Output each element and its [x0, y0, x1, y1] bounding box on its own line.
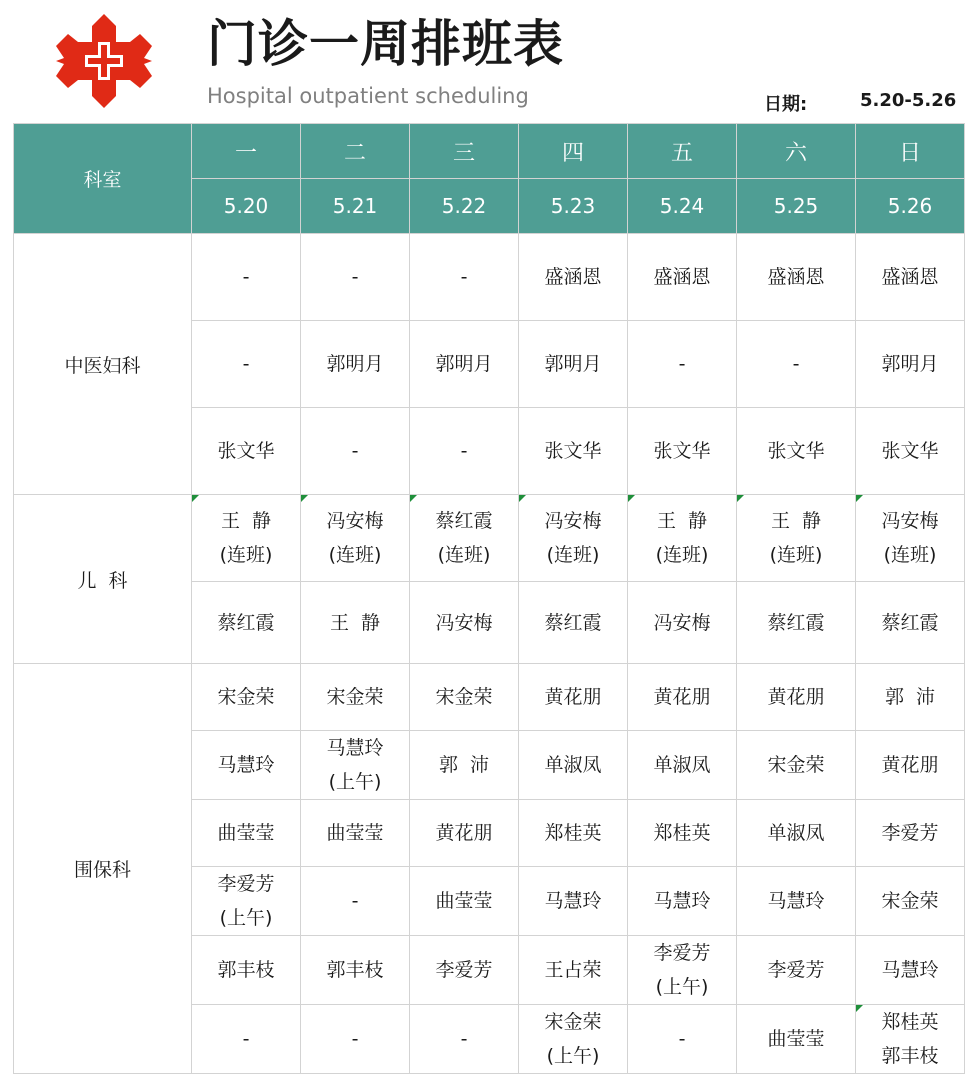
- staff-name: 单淑凤: [767, 822, 825, 844]
- staff-name: 宋金荣: [544, 1011, 602, 1033]
- staff-name: 张文华: [217, 440, 275, 462]
- schedule-cell: [737, 731, 856, 800]
- staff-name: 蔡红霞: [881, 611, 939, 634]
- staff-name: 黄花朋: [544, 686, 602, 708]
- staff-name: 马慧玲: [217, 754, 275, 776]
- red-cross-hospital-logo-icon: [54, 12, 154, 110]
- staff-name: -: [678, 353, 686, 375]
- staff-name: 蔡红霞: [544, 611, 602, 634]
- staff-name: (上午): [546, 1045, 600, 1067]
- schedule-cell: [192, 800, 301, 867]
- staff-name: 张文华: [767, 440, 825, 462]
- schedule-cell: [856, 1005, 965, 1074]
- schedule-cell: [737, 664, 856, 731]
- schedule-cell: [410, 234, 519, 321]
- day-header: 日: [856, 124, 965, 179]
- schedule-cell: [519, 867, 628, 936]
- staff-name: 郭明月: [544, 353, 602, 375]
- staff-name: (连班): [655, 544, 709, 566]
- staff-name: 马慧玲: [881, 959, 939, 981]
- schedule-cell: [519, 495, 628, 582]
- staff-name: 宋金荣: [881, 890, 939, 912]
- schedule-cell: [628, 1005, 737, 1074]
- staff-name: 马慧玲: [326, 737, 384, 759]
- staff-name: 郭丰枝: [881, 1045, 939, 1067]
- comment-flag-icon: [737, 495, 744, 502]
- staff-name: 宋金荣: [767, 754, 825, 776]
- schedule-cell: [628, 495, 737, 582]
- staff-name: 蔡红霞: [767, 611, 825, 634]
- staff-name: 李爱芳: [435, 959, 493, 981]
- schedule-row: [14, 495, 965, 582]
- staff-name: (连班): [546, 544, 600, 566]
- date-header: 5.21: [301, 179, 410, 234]
- schedule-cell: [856, 936, 965, 1005]
- schedule-cell: [856, 800, 965, 867]
- day-header: 四: [519, 124, 628, 179]
- staff-name: 盛涵恩: [881, 266, 939, 288]
- staff-name: -: [351, 890, 359, 912]
- date-header: 5.24: [628, 179, 737, 234]
- schedule-cell: [192, 582, 301, 664]
- staff-name: 郭明月: [326, 353, 384, 375]
- staff-name: -: [678, 1028, 686, 1050]
- page-header: [0, 0, 977, 122]
- schedule-cell: [192, 495, 301, 582]
- schedule-cell: [410, 800, 519, 867]
- staff-name: 李爱芳: [217, 873, 275, 895]
- staff-name: 冯安梅: [653, 611, 711, 634]
- staff-name: -: [351, 1028, 359, 1050]
- schedule-cell: [301, 495, 410, 582]
- schedule-cell: [301, 408, 410, 495]
- staff-name: -: [351, 266, 359, 288]
- schedule-cell: [856, 582, 965, 664]
- staff-name: (上午): [655, 976, 709, 998]
- staff-name: 郭明月: [881, 353, 939, 375]
- schedule-cell: [301, 867, 410, 936]
- staff-name: 宋金荣: [326, 686, 384, 708]
- staff-name: 马慧玲: [653, 890, 711, 912]
- staff-name: 盛涵恩: [544, 266, 602, 288]
- staff-name: 王 静: [770, 510, 822, 532]
- schedule-cell: [628, 936, 737, 1005]
- staff-name: (上午): [219, 907, 273, 929]
- page-title: 门诊一周排班表: [207, 15, 564, 73]
- schedule-cell: [737, 936, 856, 1005]
- staff-name: 郭 沛: [884, 686, 936, 708]
- staff-name: -: [351, 440, 359, 462]
- staff-name: (连班): [219, 544, 273, 566]
- schedule-body: [14, 234, 965, 1074]
- staff-name: 李爱芳: [653, 942, 711, 964]
- schedule-cell: [519, 582, 628, 664]
- schedule-cell: [737, 867, 856, 936]
- staff-name: 郑桂英: [653, 822, 711, 844]
- day-header: 三: [410, 124, 519, 179]
- schedule-cell: [192, 664, 301, 731]
- date-value: 5.20-5.26: [860, 90, 957, 111]
- comment-flag-icon: [301, 495, 308, 502]
- schedule-cell: [410, 731, 519, 800]
- staff-name: 郭丰枝: [217, 959, 275, 981]
- schedule-cell: [519, 234, 628, 321]
- staff-name: -: [460, 440, 468, 462]
- staff-name: (连班): [883, 544, 937, 566]
- staff-name: 张文华: [881, 440, 939, 462]
- staff-name: 冯安梅: [326, 510, 384, 532]
- comment-flag-icon: [192, 495, 199, 502]
- schedule-cell: [410, 495, 519, 582]
- schedule-cell: [628, 408, 737, 495]
- staff-name: 郑桂英: [881, 1011, 939, 1033]
- schedule-cell: [192, 408, 301, 495]
- staff-name: 冯安梅: [881, 510, 939, 532]
- staff-name: 单淑凤: [653, 754, 711, 776]
- day-header: 一: [192, 124, 301, 179]
- staff-name: 曲莹莹: [435, 890, 493, 912]
- staff-name: 曲莹莹: [767, 1028, 825, 1050]
- comment-flag-icon: [856, 1005, 863, 1012]
- schedule-cell: [856, 731, 965, 800]
- staff-name: (连班): [437, 544, 491, 566]
- staff-name: 张文华: [653, 440, 711, 462]
- date-header: 5.20: [192, 179, 301, 234]
- schedule-cell: [192, 1005, 301, 1074]
- dept-column-header: 科室: [14, 124, 192, 234]
- staff-name: (上午): [328, 771, 382, 793]
- schedule-cell: [192, 731, 301, 800]
- schedule-cell: [856, 321, 965, 408]
- department-name: 儿 科: [14, 495, 192, 664]
- schedule-cell: [192, 234, 301, 321]
- staff-name: 黄花朋: [767, 686, 825, 708]
- schedule-cell: [737, 495, 856, 582]
- day-header: 二: [301, 124, 410, 179]
- schedule-cell: [410, 321, 519, 408]
- schedule-cell: [301, 1005, 410, 1074]
- schedule-cell: [410, 1005, 519, 1074]
- schedule-cell: [301, 936, 410, 1005]
- department-name: 围保科: [14, 664, 192, 1074]
- staff-name: 蔡红霞: [435, 510, 493, 532]
- staff-name: 黄花朋: [653, 686, 711, 708]
- schedule-row: [14, 234, 965, 321]
- schedule-cell: [519, 731, 628, 800]
- schedule-cell: [410, 408, 519, 495]
- comment-flag-icon: [410, 495, 417, 502]
- schedule-cell: [856, 664, 965, 731]
- staff-name: -: [242, 353, 250, 375]
- staff-name: 王 静: [656, 510, 708, 532]
- staff-name: 冯安梅: [544, 510, 602, 532]
- staff-name: 曲莹莹: [217, 822, 275, 844]
- staff-name: 郭丰枝: [326, 959, 384, 981]
- staff-name: 盛涵恩: [767, 266, 825, 288]
- schedule-cell: [856, 867, 965, 936]
- schedule-cell: [628, 234, 737, 321]
- date-header: 5.25: [737, 179, 856, 234]
- schedule-cell: [628, 731, 737, 800]
- date-label: 日期:: [764, 94, 808, 115]
- comment-flag-icon: [628, 495, 635, 502]
- comment-flag-icon: [519, 495, 526, 502]
- schedule-table: [13, 123, 965, 1074]
- staff-name: 李爱芳: [881, 822, 939, 844]
- staff-name: 黄花朋: [435, 822, 493, 844]
- staff-name: -: [792, 353, 800, 375]
- staff-name: -: [242, 266, 250, 288]
- schedule-cell: [192, 867, 301, 936]
- staff-name: 张文华: [544, 440, 602, 462]
- schedule-cell: [192, 321, 301, 408]
- schedule-cell: [519, 408, 628, 495]
- department-name: 中医妇科: [14, 234, 192, 495]
- schedule-cell: [519, 1005, 628, 1074]
- schedule-cell: [737, 408, 856, 495]
- staff-name: 王占荣: [544, 959, 602, 981]
- staff-name: 郭明月: [435, 353, 493, 375]
- schedule-cell: [301, 582, 410, 664]
- staff-name: (连班): [769, 544, 823, 566]
- schedule-cell: [519, 321, 628, 408]
- schedule-cell: [301, 321, 410, 408]
- schedule-cell: [856, 495, 965, 582]
- staff-name: 郭 沛: [438, 754, 490, 776]
- date-header: 5.26: [856, 179, 965, 234]
- schedule-cell: [410, 867, 519, 936]
- schedule-cell: [519, 936, 628, 1005]
- comment-flag-icon: [856, 495, 863, 502]
- day-header: 六: [737, 124, 856, 179]
- schedule-cell: [628, 664, 737, 731]
- header-row-days: [14, 124, 965, 179]
- page-subtitle: Hospital outpatient scheduling: [207, 84, 529, 108]
- schedule-row: [14, 664, 965, 731]
- staff-name: 宋金荣: [217, 686, 275, 708]
- staff-name: 王 静: [329, 611, 381, 634]
- schedule-cell: [737, 582, 856, 664]
- schedule-cell: [410, 664, 519, 731]
- schedule-cell: [410, 936, 519, 1005]
- schedule-cell: [628, 800, 737, 867]
- day-header: 五: [628, 124, 737, 179]
- staff-name: -: [242, 1028, 250, 1050]
- staff-name: 王 静: [220, 510, 272, 532]
- staff-name: -: [460, 1028, 468, 1050]
- staff-name: 马慧玲: [767, 890, 825, 912]
- staff-name: 宋金荣: [435, 686, 493, 708]
- staff-name: 单淑凤: [544, 754, 602, 776]
- staff-name: 冯安梅: [435, 611, 493, 634]
- schedule-cell: [856, 234, 965, 321]
- schedule-cell: [301, 234, 410, 321]
- schedule-cell: [519, 664, 628, 731]
- staff-name: 曲莹莹: [326, 822, 384, 844]
- staff-name: 马慧玲: [544, 890, 602, 912]
- staff-name: 郑桂英: [544, 822, 602, 844]
- schedule-cell: [737, 800, 856, 867]
- schedule-cell: [301, 800, 410, 867]
- staff-name: 蔡红霞: [217, 611, 275, 634]
- staff-name: (连班): [328, 544, 382, 566]
- date-header: 5.22: [410, 179, 519, 234]
- schedule-cell: [410, 582, 519, 664]
- staff-name: -: [460, 266, 468, 288]
- schedule-cell: [519, 800, 628, 867]
- schedule-cell: [628, 582, 737, 664]
- schedule-cell: [628, 867, 737, 936]
- staff-name: 李爱芳: [767, 959, 825, 981]
- date-header: 5.23: [519, 179, 628, 234]
- schedule-cell: [192, 936, 301, 1005]
- schedule-cell: [737, 1005, 856, 1074]
- schedule-cell: [301, 731, 410, 800]
- staff-name: 盛涵恩: [653, 266, 711, 288]
- staff-name: 黄花朋: [881, 754, 939, 776]
- schedule-cell: [856, 408, 965, 495]
- schedule-cell: [737, 321, 856, 408]
- schedule-cell: [737, 234, 856, 321]
- schedule-cell: [301, 664, 410, 731]
- schedule-cell: [628, 321, 737, 408]
